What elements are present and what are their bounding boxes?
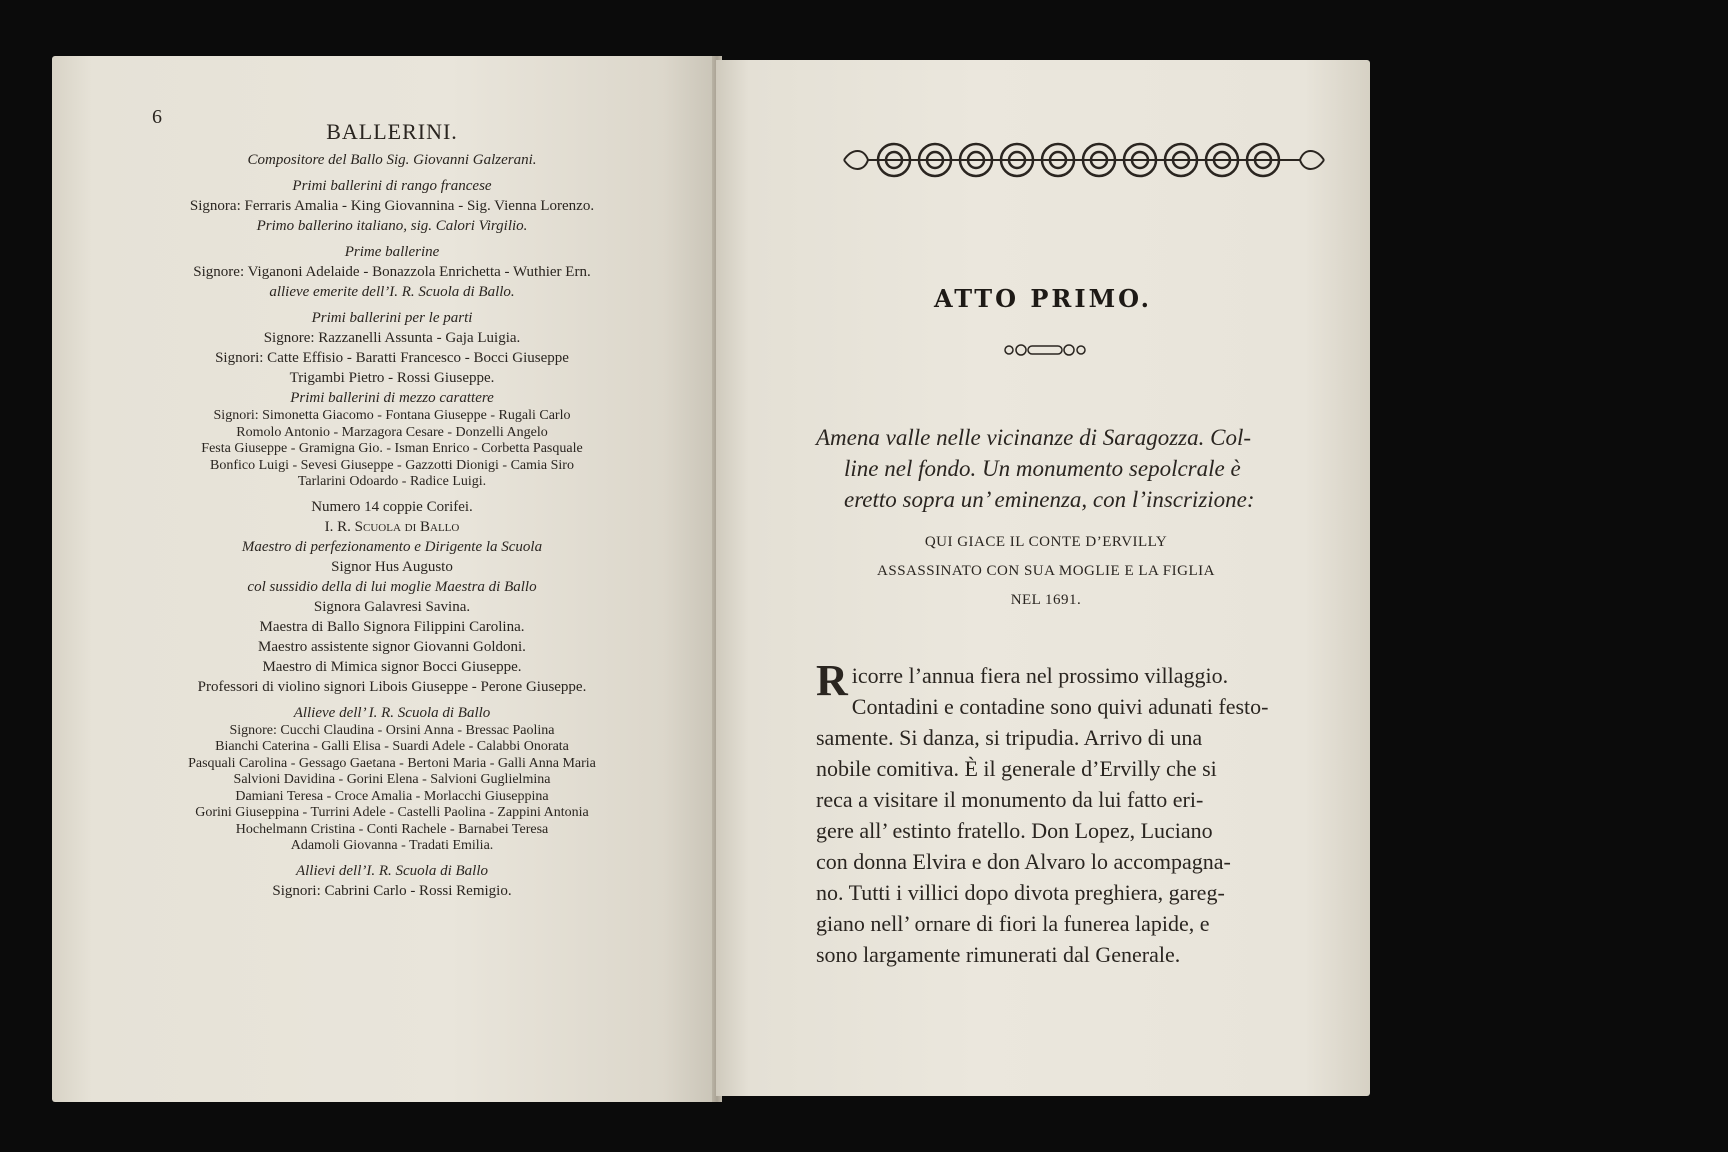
scene-line: eretto sopra un’ eminenza, con l’inscrizione: xyxy=(844,487,1255,512)
cast-line: Primi ballerini per le parti xyxy=(311,310,473,326)
cast-line: Tarlarini Odoardo - Radice Luigi. xyxy=(297,474,487,489)
inscription-line: ASSASSINATO CON SUA MOGLIE E LA FIGLIA xyxy=(877,563,1215,579)
cast-line: Signore: Razzanelli Assunta - Gaja Luigia. xyxy=(263,330,521,346)
body-line: sono largamente rimunerati dal Generale. xyxy=(816,942,1181,967)
inscription-line: QUI GIACE IL CONTE D’ERVILLY xyxy=(924,534,1168,550)
cast-line: Allieve dell’ I. R. Scuola di Ballo xyxy=(293,704,491,721)
cast-line: Primi ballerini di mezzo carattere xyxy=(290,390,494,406)
cast-line: col sussidio della di lui moglie Maestra di Ballo xyxy=(247,578,537,595)
cast-lines xyxy=(122,150,662,901)
body-line: no. Tutti i villici dopo divota preghiera, gareg- xyxy=(816,880,1225,905)
cast-line: Maestro di perfezionamento e Dirigente la Scuola xyxy=(241,538,543,555)
cast-line: Signor Hus Augusto xyxy=(331,558,453,575)
cast-line: Signori: Simonetta Giacomo - Fontana Giuseppe - Rugali Carlo xyxy=(213,408,571,423)
cast-line: I. R. Scuola di Ballo xyxy=(324,518,460,535)
cast-line: Trigambi Pietro - Rossi Giuseppe. xyxy=(289,370,495,386)
cast-line: Damiani Teresa - Croce Amalia - Morlacchi Giuseppina xyxy=(235,788,549,804)
cast-line: Adamoli Giovanna - Tradati Emilia. xyxy=(290,838,494,853)
scene-line: Amena valle nelle vicinanze di Saragozza. Col- xyxy=(816,425,1252,450)
page-number: 6 xyxy=(152,106,162,128)
body-line: Contadini e contadine sono quivi adunati festo- xyxy=(851,694,1269,719)
inscription-line: NEL 1691. xyxy=(1010,592,1082,608)
cast-line: Signora: Ferraris Amalia - King Giovannina - Sig. Vienna Lorenzo. xyxy=(189,198,595,214)
cast-line: Primo ballerino italiano, sig. Calori Virgilio. xyxy=(256,218,528,234)
cast-line: Allievi dell’I. R. Scuola di Ballo xyxy=(295,862,489,879)
cast-line: Primi ballerini di rango francese xyxy=(292,178,492,194)
section-heading: BALLERINI. xyxy=(326,119,458,144)
inscription xyxy=(776,528,1316,615)
scene-line: line nel fondo. Un monumento sepolcrale è xyxy=(844,456,1241,481)
body-line: con donna Elvira e don Alvaro lo accompagna- xyxy=(816,849,1231,874)
cast-line: Maestra di Ballo Signora Filippini Carolina. xyxy=(259,618,525,635)
ornament-header-icon xyxy=(834,138,1334,182)
cast-list xyxy=(122,119,662,901)
cast-line: Romolo Antonio - Marzagora Cesare - Donzelli Angelo xyxy=(236,424,548,440)
cast-line: Compositore del Ballo Sig. Giovanni Galzerani. xyxy=(247,152,537,168)
body-line: icorre l’annua fiera nel prossimo villaggio. xyxy=(851,663,1229,688)
cast-line: Signori: Catte Effisio - Baratti Francesco - Bocci Giuseppe xyxy=(215,350,569,366)
cast-line: Signore: Viganoni Adelaide - Bonazzola Enrichetta - Wuthier Ern. xyxy=(193,264,591,280)
scene-description xyxy=(816,422,1306,515)
body-line: gere all’ estinto fratello. Don Lopez, Luciano xyxy=(816,818,1213,843)
drop-cap: R xyxy=(816,656,848,705)
body-text xyxy=(816,656,1312,970)
body-line: giano nell’ ornare di fiori la funerea lapide, e xyxy=(816,911,1210,936)
cast-line: Maestro assistente signor Giovanni Goldoni. xyxy=(258,638,526,655)
cast-line: Signora Galavresi Savina. xyxy=(313,598,471,615)
cast-line: Signori: Cabrini Carlo - Rossi Remigio. xyxy=(272,882,512,899)
cast-line: Signore: Cucchi Claudina - Orsini Anna - Bressac Paolina xyxy=(229,722,555,738)
body-line: reca a visitare il monumento da lui fatto eri- xyxy=(816,787,1204,812)
body-line: samente. Si danza, si tripudia. Arrivo di una xyxy=(816,725,1203,750)
cast-line: allieve emerite dell’I. R. Scuola di Ballo. xyxy=(269,284,515,300)
cast-line: Numero 14 coppie Corifei. xyxy=(311,498,473,515)
right-page xyxy=(716,60,1370,1096)
small-ornament-icon xyxy=(1003,342,1087,358)
cast-line: Professori di violino signori Libois Giuseppe - Perone Giuseppe. xyxy=(197,678,587,695)
cast-line: Maestro di Mimica signor Bocci Giuseppe. xyxy=(262,658,522,675)
left-page xyxy=(52,56,716,1102)
body-line: nobile comitiva. È il generale d’Ervilly che si xyxy=(816,756,1217,781)
cast-line: Hochelmann Cristina - Conti Rachele - Barnabei Teresa xyxy=(235,821,549,837)
open-book xyxy=(52,56,1370,1102)
cast-line: Bianchi Caterina - Galli Elisa - Suardi Adele - Calabbi Onorata xyxy=(215,739,569,754)
cast-line: Festa Giuseppe - Gramigna Gio. - Isman Enrico - Corbetta Pasquale xyxy=(201,441,583,456)
act-title: ATTO PRIMO. xyxy=(933,284,1153,313)
cast-line: Gorini Giuseppina - Turrini Adele - Castelli Paolina - Zappini Antonia xyxy=(195,805,589,820)
cast-line: Prime ballerine xyxy=(344,244,440,260)
cast-line: Pasquali Carolina - Gessago Gaetana - Bertoni Maria - Galli Anna Maria xyxy=(188,755,596,771)
cast-line: Salvioni Davidina - Gorini Elena - Salvioni Guglielmina xyxy=(233,772,551,787)
cast-line: Bonfico Luigi - Sevesi Giuseppe - Gazzotti Dionigi - Camia Siro xyxy=(210,457,574,473)
